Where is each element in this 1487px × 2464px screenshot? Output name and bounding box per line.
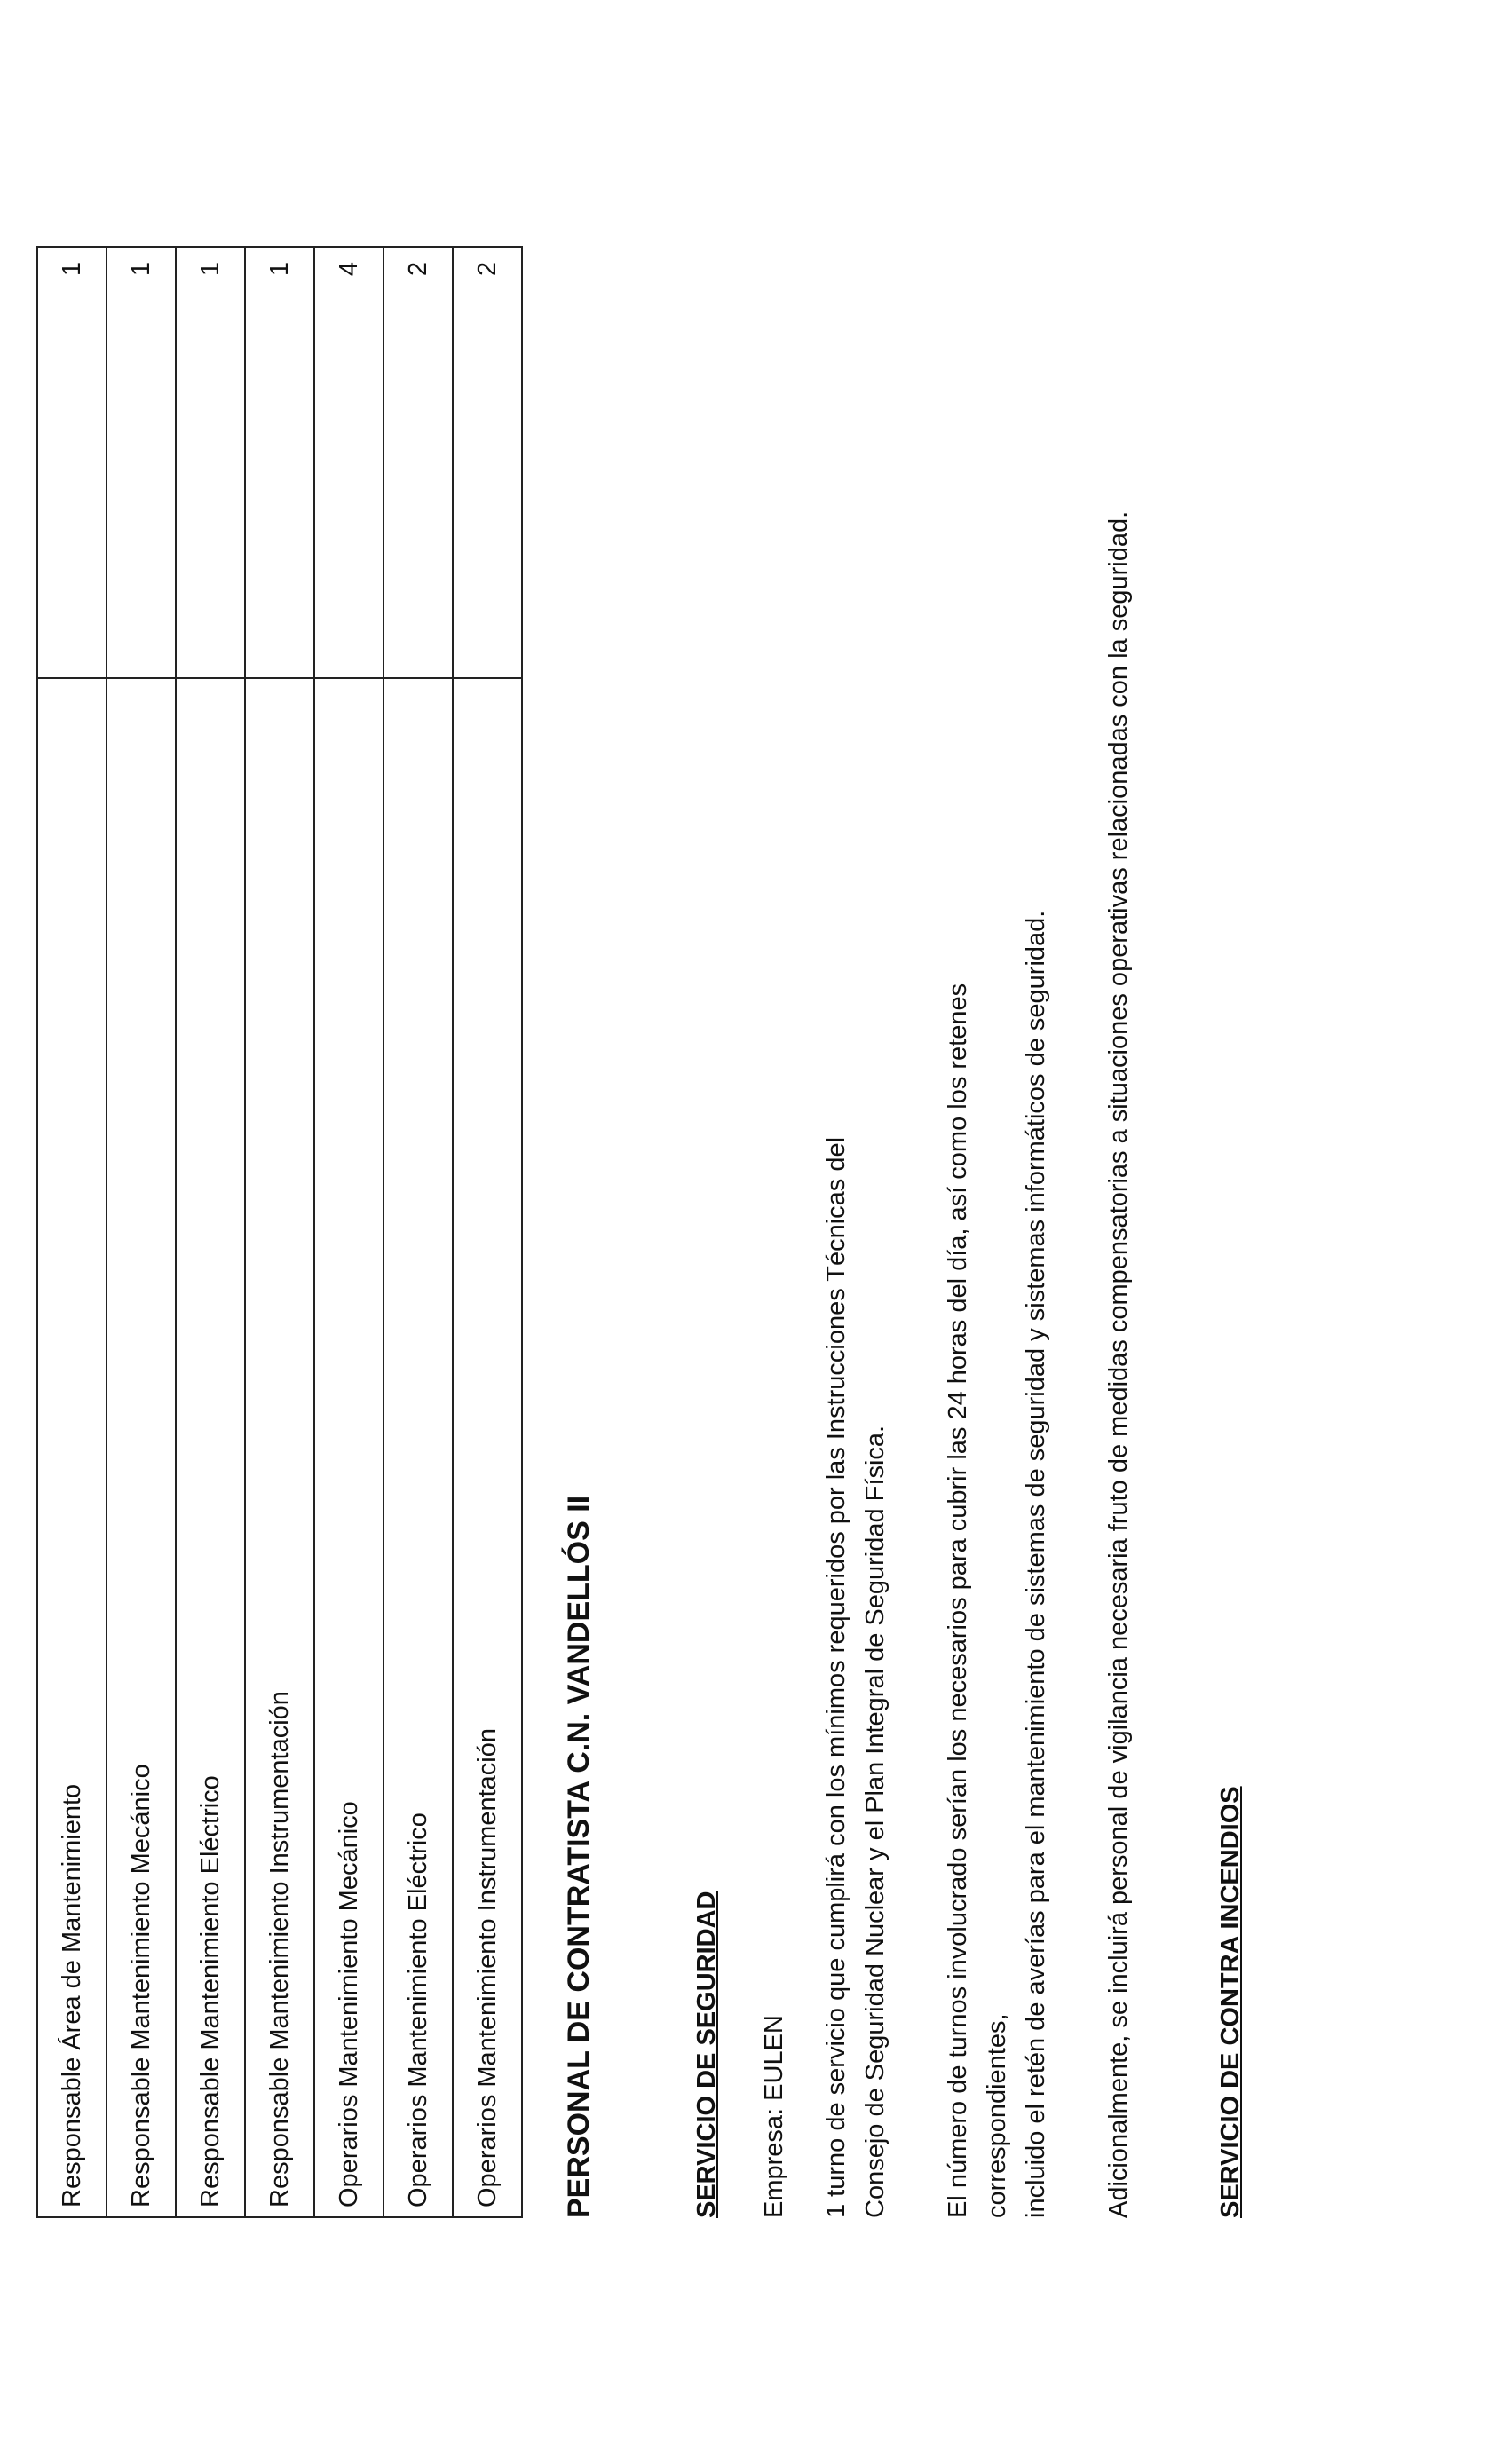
table-row xyxy=(384,247,453,2217)
security-paragraph-3: Adicionalmente, se incluirá personal de vigilancia necesaria fruto de medidas compensatorias a situaciones operativas relacionadas con la seguridad. xyxy=(1104,510,1133,2218)
table-row xyxy=(314,247,384,2217)
text-line: El número de turnos involucrado serían los necesarios para cubrir las 24 horas del día, así como los retenes xyxy=(944,983,972,2218)
table-row xyxy=(107,247,176,2217)
role-cell: Responsable Mantenimiento Instrumentación xyxy=(245,678,314,2217)
text-line: incluido el retén de averías para el mantenimiento de sistemas de seguridad y sistemas informáticos de seguridad. xyxy=(1022,910,1050,2218)
contractor-heading: PERSONAL DE CONTRATISTA C.N. VANDELLÓS II xyxy=(562,1495,596,2218)
count-cell: 1 xyxy=(245,247,314,678)
security-paragraph-2 xyxy=(938,911,1056,2218)
count-cell: 1 xyxy=(176,247,245,678)
staff-table xyxy=(36,246,523,2218)
table-row xyxy=(37,247,107,2217)
security-section-title: SERVICIO DE SEGURIDAD xyxy=(692,1891,721,2218)
text-line: correspondientes, xyxy=(983,2013,1011,2218)
count-cell: 2 xyxy=(384,247,453,678)
role-cell: Operarios Mantenimiento Mecánico xyxy=(314,678,384,2217)
table-row xyxy=(245,247,314,2217)
table-row xyxy=(453,247,522,2217)
role-cell: Operarios Mantenimiento Eléctrico xyxy=(384,678,453,2217)
role-cell: Operarios Mantenimiento Instrumentación xyxy=(453,678,522,2217)
security-company: Empresa: EULEN xyxy=(760,2015,788,2218)
security-paragraph-1 xyxy=(817,1137,895,2218)
role-cell: Responsable Área de Mantenimiento xyxy=(37,678,107,2217)
fire-section-title: SERVICIO DE CONTRA INCENDIOS xyxy=(1216,1786,1245,2218)
count-cell: 1 xyxy=(37,247,107,678)
count-cell: 2 xyxy=(453,247,522,678)
text-line: Consejo de Seguridad Nuclear y el Plan Integral de Seguridad Física. xyxy=(861,1425,890,2218)
table-row xyxy=(176,247,245,2217)
count-cell: 1 xyxy=(107,247,176,678)
role-cell: Responsable Mantenimiento Eléctrico xyxy=(176,678,245,2217)
count-cell: 4 xyxy=(314,247,384,678)
role-cell: Responsable Mantenimiento Mecánico xyxy=(107,678,176,2217)
text-line: 1 turno de servicio que cumplirá con los mínimos requeridos por las Instrucciones Técnicas del xyxy=(822,1136,850,2218)
